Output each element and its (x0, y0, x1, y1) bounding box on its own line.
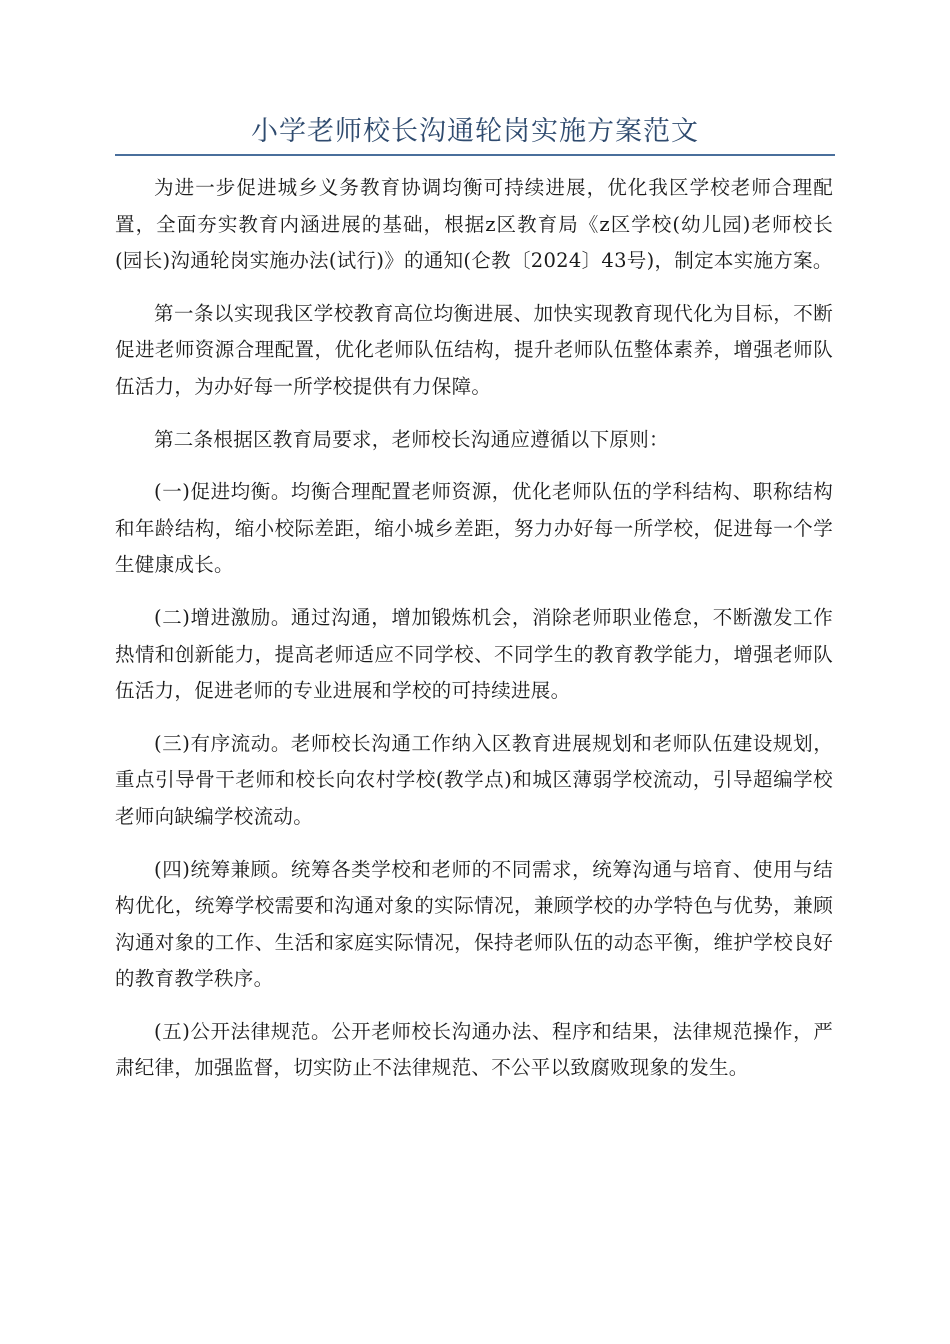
document-body (115, 170, 833, 1103)
paragraph-principle-1: (一)促进均衡。均衡合理配置老师资源，优化老师队伍的学科结构、职称结构和年龄结构，缩小校际差距，缩小城乡差距，努力办好每一所学校，促进每一个学生健康成长。 (115, 480, 833, 577)
paragraph-principle-3: (三)有序流动。老师校长沟通工作纳入区教育进展规划和老师队伍建设规划，重点引导骨干老师和校长向农村学校(教学点)和城区薄弱学校流动，引导超编学校老师向缺编学校流动。 (115, 731, 833, 828)
title-underline (115, 154, 835, 156)
paragraph-article-2: 第二条根据区教育局要求，老师校长沟通应遵循以下原则： (154, 427, 669, 451)
paragraph-principle-5: (五)公开法律规范。公开老师校长沟通办法、程序和结果，法律规范操作，严肃纪律，加强监督，切实防止不法律规范、不公平以致腐败现象的发生。 (115, 1019, 833, 1080)
paragraph-intro: 为进一步促进城乡义务教育协调均衡可持续进展，优化我区学校老师合理配置，全面夯实教育内涵进展的基础，根据z区教育局《z区学校(幼儿园)老师校长(园长)沟通轮岗实施办法(试行)》的通知(仑教〔2024〕43号)，制定本实施方案。 (115, 176, 833, 273)
page-title: 小学老师校长沟通轮岗实施方案范文 (251, 116, 699, 147)
paragraph-principle-2: (二)增进激励。通过沟通，增加锻炼机会，消除老师职业倦怠，不断激发工作热情和创新能力，提高老师适应不同学校、不同学生的教育教学能力，增强老师队伍活力，促进老师的专业进展和学校的可持续进展。 (115, 605, 833, 703)
paragraph-article-1: 第一条以实现我区学校教育高位均衡进展、加快实现教育现代化为目标，不断促进老师资源合理配置，优化老师队伍结构，提升老师队伍整体素养，增强老师队伍活力，为办好每一所学校提供有力保障。 (115, 301, 833, 398)
paragraph-principle-4: (四)统筹兼顾。统筹各类学校和老师的不同需求，统筹沟通与培育、使用与结构优化，统筹学校需要和沟通对象的实际情况，兼顾学校的办学特色与优势，兼顾沟通对象的工作、生活和家庭实际情况，保持老师队伍的动态平衡，维护学校良好的教育教学秩序。 (115, 857, 833, 991)
